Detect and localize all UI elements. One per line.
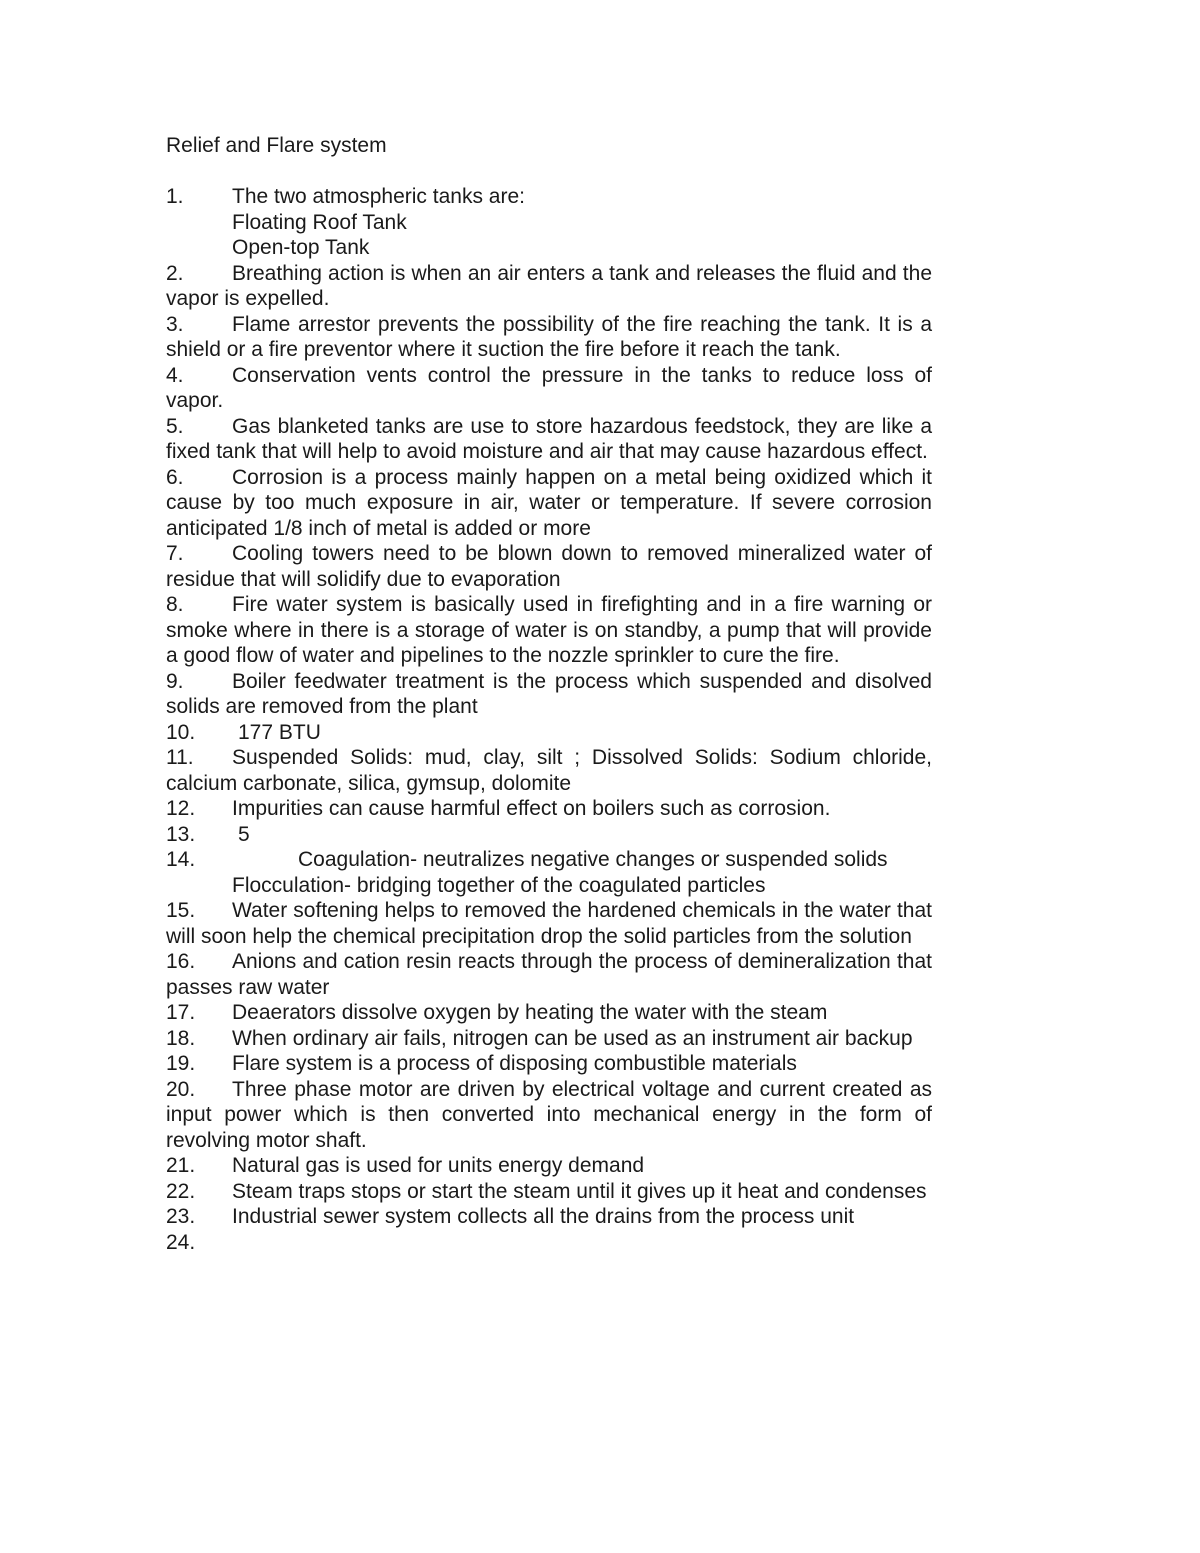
item-number: 9. — [166, 669, 184, 693]
list-item-16 — [166, 949, 932, 1000]
item-text: Gas blanketed tanks are use to store hazardous feedstock, they are like a fixed tank that will help to avoid moisture and air that may cause hazardous effect. — [166, 414, 932, 463]
item-number: 3. — [166, 312, 184, 336]
item-text: Industrial sewer system collects all the drains from the process unit — [232, 1205, 855, 1228]
item-text: The two atmospheric tanks are: — [232, 185, 525, 208]
item-text: Impurities can cause harmful effect on boilers such as corrosion. — [232, 797, 831, 820]
list-item-13 — [166, 822, 932, 848]
item-number: 18. — [166, 1026, 196, 1050]
list-item-17 — [166, 1000, 932, 1026]
list-item-15 — [166, 898, 932, 949]
list-subitem: Open-top Tank — [232, 236, 370, 259]
item-number: 12. — [166, 797, 196, 820]
item-number: 23. — [166, 1205, 196, 1228]
list-item-21 — [166, 1153, 932, 1179]
item-number: 19. — [166, 1052, 196, 1075]
item-text: Water softening helps to removed the hardened chemicals in the water that will soon help the chemical precipitation drop the solid particles from the solution — [166, 899, 932, 948]
item-number: 24. — [166, 1230, 196, 1254]
item-number: 14. — [166, 848, 196, 871]
item-text: Corrosion is a process mainly happen on a metal being oxidized which it cause by too much exposure in air, water or temperature. If severe corrosion anticipated 1/8 inch of metal is added or more — [166, 465, 932, 540]
item-number: 1. — [166, 185, 184, 208]
item-number: 2. — [166, 261, 184, 285]
list-item-4 — [166, 363, 932, 414]
item-number: 13. — [166, 822, 196, 846]
item-text: Three phase motor are driven by electrical voltage and current created as input power which is then converted into mechanical energy in the form of revolving motor shaft. — [166, 1077, 932, 1152]
item-number: 7. — [166, 542, 184, 565]
item-number: 5. — [166, 414, 184, 438]
item-text: Boiler feedwater treatment is the process which suspended and disolved solids are removed from the plant — [166, 669, 932, 718]
list-item-8 — [166, 592, 932, 669]
item-text: Coagulation- neutralizes negative changes or suspended solids — [298, 848, 888, 871]
item-text: When ordinary air fails, nitrogen can be used as an instrument air backup — [232, 1026, 913, 1050]
item-number: 20. — [166, 1077, 196, 1101]
list-item-10 — [166, 720, 932, 746]
list-subitem: Floating Roof Tank — [232, 210, 407, 234]
list-item-20 — [166, 1077, 932, 1154]
item-number: 22. — [166, 1179, 196, 1203]
list-item-18 — [166, 1026, 932, 1052]
item-number: 16. — [166, 950, 196, 973]
list-item-19 — [166, 1051, 932, 1077]
list-item-14 — [166, 847, 932, 873]
item-number: 15. — [166, 899, 196, 922]
item-text: Flame arrestor prevents the possibility of the fire reaching the tank. It is a shield or a fire preventor where it suction the fire before it reach the tank. — [166, 312, 932, 361]
item-number: 4. — [166, 363, 184, 387]
item-text: Cooling towers need to be blown down to removed mineralized water of residue that will solidify due to evaporation — [166, 542, 932, 591]
item-text: Steam traps stops or start the steam until it gives up it heat and condenses — [232, 1179, 927, 1203]
item-text: Anions and cation resin reacts through the process of demineralization that passes raw water — [166, 950, 932, 999]
item-text: Deaerators dissolve oxygen by heating the water with the steam — [232, 1001, 828, 1024]
item-text: Natural gas is used for units energy demand — [232, 1154, 645, 1177]
item-text: 177 BTU — [238, 720, 321, 744]
item-number: 6. — [166, 465, 184, 489]
list-item-1 — [166, 184, 932, 210]
item-number: 11. — [166, 746, 194, 769]
list-item-7 — [166, 541, 932, 592]
list-item-23 — [166, 1204, 932, 1230]
document-body — [166, 133, 932, 1255]
list-item-6 — [166, 465, 932, 542]
item-number: 10. — [166, 720, 196, 744]
list-subitem: Flocculation- bridging together of the coagulated particles — [232, 873, 766, 897]
item-text: Fire water system is basically used in firefighting and in a fire warning or smoke where in there is a storage of water is on standby, a pump that will provide a good flow of water and pipelines to the nozzle sprinkler to cure the fire. — [166, 593, 932, 667]
item-number: 21. — [166, 1154, 196, 1177]
list-item-24 — [166, 1230, 932, 1256]
item-number: 17. — [166, 1001, 196, 1024]
item-text: Conservation vents control the pressure in the tanks to reduce loss of vapor. — [166, 363, 932, 412]
item-text: Suspended Solids: mud, clay, silt ; Dissolved Solids: Sodium chloride, calcium carbonate, silica, gymsup, dolomite — [166, 746, 932, 795]
item-number: 8. — [166, 593, 184, 616]
list-item-5 — [166, 414, 932, 465]
page-title: Relief and Flare system — [166, 134, 387, 157]
list-item-11 — [166, 745, 932, 796]
list-item-12 — [166, 796, 932, 822]
list-item-9 — [166, 669, 932, 720]
list-item-22 — [166, 1179, 932, 1205]
item-text: Flare system is a process of disposing combustible materials — [232, 1052, 797, 1075]
list-item-2 — [166, 261, 932, 312]
list-item-3 — [166, 312, 932, 363]
item-text: Breathing action is when an air enters a tank and releases the fluid and the vapor is expelled. — [166, 261, 932, 310]
item-text: 5 — [238, 822, 250, 846]
